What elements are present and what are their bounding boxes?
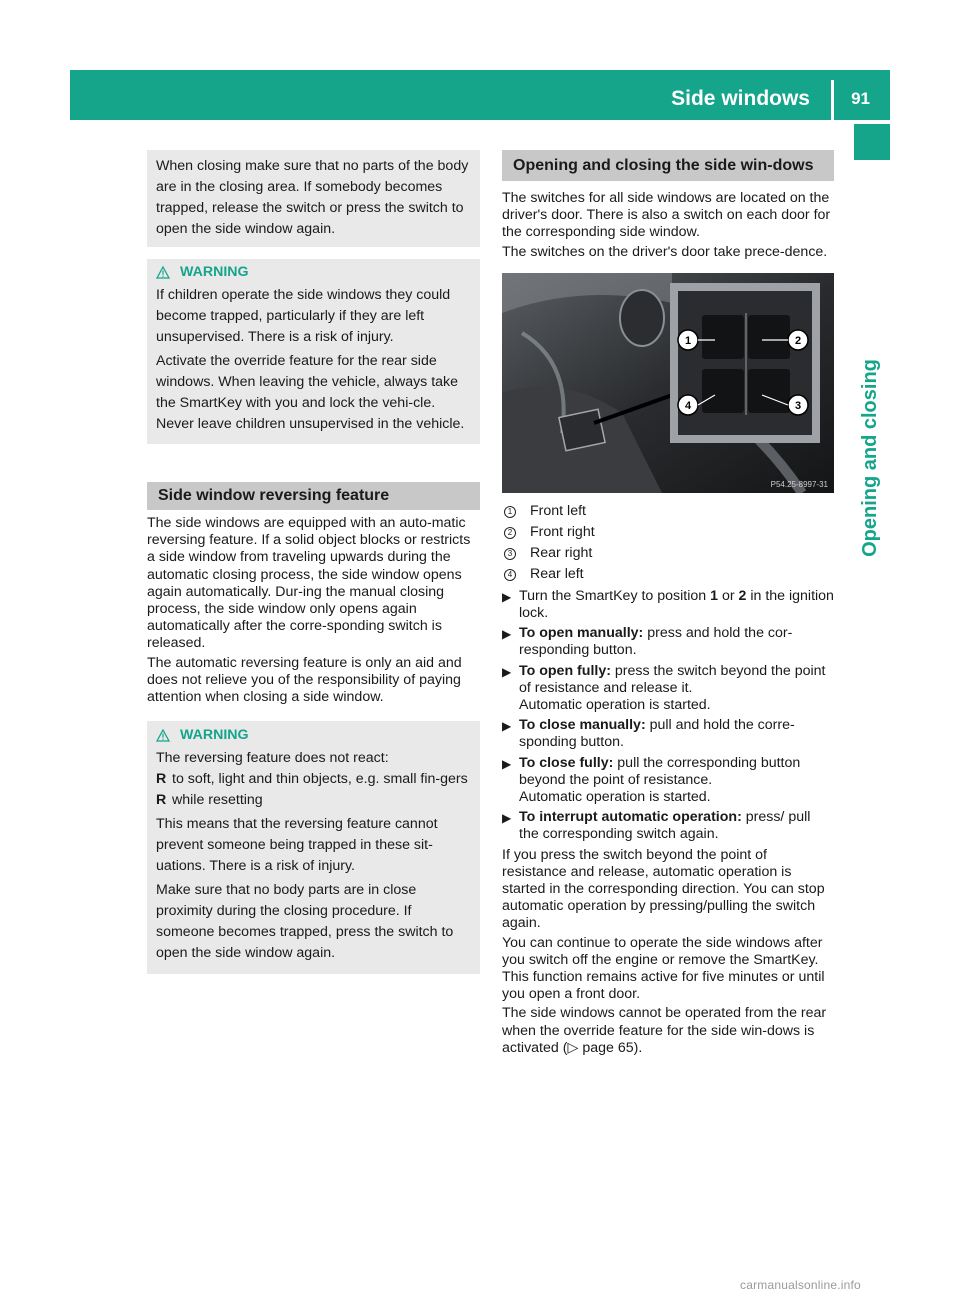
warning-text: If children operate the side windows they could become trapped, particularly if they are left unsupervised. There is a risk of injury. — [156, 287, 451, 345]
bullet-icon: R — [156, 771, 167, 788]
step-text: To close fully: pull the corresponding button beyond the point of resistance. Automatic operation is started. — [519, 754, 801, 806]
door-panel-illustration — [502, 273, 834, 493]
callout-label: 4 — [684, 399, 692, 412]
page-title: Side windows — [671, 87, 810, 110]
warning-text: This means that the reversing feature cannot prevent someone being trapped in these sit-uations. There is a risk of injury. — [156, 816, 438, 875]
body-paragraph: The automatic reversing feature is only an aid and does not relieve you of the responsibility of paying attention when closing a side window. — [147, 654, 462, 706]
note-box — [147, 150, 480, 247]
body-paragraph: The switches on the driver's door take prece-dence. — [502, 243, 828, 260]
legend-item — [502, 564, 834, 585]
step-text: Turn the SmartKey to position 1 or 2 in the ignition lock. — [519, 587, 834, 622]
instruction-step — [502, 588, 834, 622]
callout-label: 1 — [684, 334, 692, 347]
page-number: 91 — [851, 89, 870, 108]
instruction-step — [502, 717, 834, 751]
header-divider — [831, 80, 834, 120]
step-arrow-icon: ▶ — [502, 811, 512, 826]
list-item — [156, 769, 471, 790]
step-arrow-icon: ▶ — [502, 589, 512, 604]
instruction-step — [502, 663, 834, 715]
instruction-step — [502, 809, 834, 843]
legend-label: Rear left — [530, 565, 584, 582]
instruction-step — [502, 625, 834, 659]
list-item-text: while resetting — [172, 792, 263, 809]
step-text: To open manually: press and hold the cor-responding button. — [519, 625, 793, 659]
warning-text: The reversing feature does not react: — [156, 750, 389, 767]
step-text: To open fully: press the switch beyond the point of resistance and release it. Automatic operation is started. — [519, 662, 826, 714]
warning-title: WARNING — [180, 727, 249, 744]
section-heading: Side window reversing feature — [147, 482, 480, 510]
body-paragraph: If you press the switch beyond the point of resistance and release, automatic operation is started in the corresponding direction. You can stop automatic operation by pressing/pulling the switch again. — [502, 846, 825, 932]
legend-item — [502, 501, 834, 522]
list-item — [156, 790, 471, 811]
steps-list — [502, 588, 834, 844]
warning-text: Make sure that no body parts are in close proximity during the closing procedure. If someone becomes trapped, press the switch to open the side window again. — [156, 882, 454, 962]
body-paragraph: The switches for all side windows are located on the driver's door. There is also a switch on each door for the corresponding side window. — [502, 190, 831, 241]
legend-item — [502, 522, 834, 543]
instruction-step — [502, 755, 834, 807]
left-column — [147, 150, 480, 974]
legend-label: Rear right — [530, 544, 593, 561]
step-text: To close manually: pull and hold the corre-sponding button. — [519, 717, 795, 751]
legend-list — [502, 501, 834, 585]
bullet-icon: R — [156, 792, 167, 809]
callout-label: 2 — [794, 334, 802, 347]
body-paragraph: The side windows are equipped with an auto-matic reversing feature. If a solid object blocks or restricts a side window from traveling upwards during the automatic closing process, the side window opens again automatically. Dur-ing the manual closing process, the side window only opens again automatically after the corre-sponding switch is released. — [147, 515, 471, 652]
chapter-label: Opening and closing — [859, 359, 881, 557]
callout-label: 3 — [794, 399, 802, 412]
list-item-text: to soft, light and thin objects, e.g. small fin-gers — [172, 771, 468, 788]
section-heading: Opening and closing the side win-dows — [502, 150, 834, 181]
step-arrow-icon: ▶ — [502, 756, 512, 771]
body-paragraph: You can continue to operate the side windows after you switch off the engine or remove the SmartKey. This function remains active for five minutes or until you open a front door. — [502, 934, 825, 1003]
section-reversing — [147, 482, 480, 706]
legend-number: 4 — [504, 569, 516, 581]
body-paragraph: The side windows cannot be operated from the rear when the override feature for the side win-dows is activated (▷ page 65). — [502, 1005, 827, 1056]
warning-box-1 — [147, 259, 480, 444]
chapter-tab-marker — [854, 124, 890, 160]
legend-number: 1 — [504, 506, 516, 518]
warning-triangle-icon — [156, 729, 170, 742]
legend-number: 2 — [504, 527, 516, 539]
warning-heading — [156, 263, 471, 281]
note-text: When closing make sure that no parts of the body are in the closing area. If somebody becomes trapped, release the switch or press the switch to open the side window again. — [156, 158, 469, 237]
warning-triangle-icon — [156, 266, 170, 279]
legend-number: 3 — [504, 548, 516, 560]
warning-text: Activate the override feature for the rear side windows. When leaving the vehicle, always take the SmartKey with you and lock the vehi-cle. Never leave children unsupervised in the vehicle. — [156, 353, 465, 432]
door-switch-figure — [502, 273, 834, 493]
step-arrow-icon: ▶ — [502, 627, 512, 642]
step-text: To interrupt automatic operation: press/ pull the corresponding switch again. — [519, 809, 811, 843]
step-arrow-icon: ▶ — [502, 719, 512, 734]
step-arrow-icon: ▶ — [502, 664, 512, 679]
page-header — [70, 70, 890, 120]
warning-heading — [156, 726, 471, 744]
legend-label: Front left — [530, 502, 586, 519]
page-reference-link[interactable]: page 65 — [578, 1039, 634, 1056]
footer-watermark: carmanualsonline.info — [740, 1278, 861, 1292]
legend-item — [502, 543, 834, 564]
right-column — [502, 150, 834, 1059]
legend-label: Front right — [530, 523, 595, 540]
warning-title: WARNING — [180, 264, 249, 280]
page-ref-arrow-icon: ▷ — [567, 1039, 579, 1056]
warning-box-2 — [147, 721, 480, 974]
figure-code: P54.25-8997-31 — [770, 479, 828, 489]
